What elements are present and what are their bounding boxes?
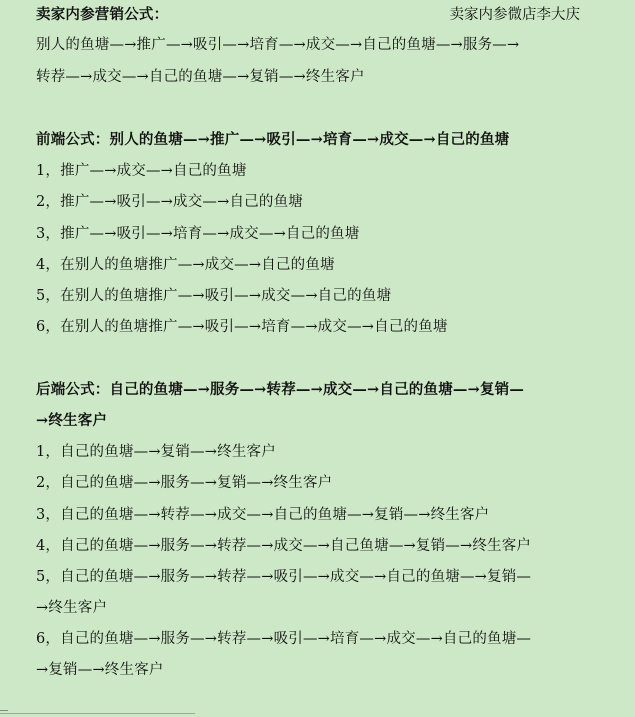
back-formula-item: 5，自己的鱼塘—→服务—→转荐—→吸引—→成交—→自己的鱼塘—→复销— [36, 569, 532, 585]
back-formula-item: 1，自己的鱼塘—→复销—→终生客户 [36, 444, 276, 460]
front-formula-item: 1，推广—→成交—→自己的鱼塘 [36, 163, 247, 179]
back-formula-item-continued: →复销—→终生客户 [36, 662, 164, 678]
front-formula-item: 3，推广—→吸引—→培育—→成交—→自己的鱼塘 [36, 226, 360, 242]
back-formula-title: 后端公式：自己的鱼塘—→服务—→转荐—→成交—→自己的鱼塘—→复销— [36, 381, 525, 398]
intro-line: 别人的鱼塘—→推广—→吸引—→培育—→成交—→自己的鱼塘—→服务—→ [36, 37, 520, 53]
back-formula-item: 3，自己的鱼塘—→转荐—→成交—→自己的鱼塘—→复销—→终生客户 [36, 507, 490, 523]
back-formula-item-continued: →终生客户 [36, 600, 108, 616]
page-divider [0, 713, 195, 714]
heading: 卖家内参营销公式： [36, 6, 169, 23]
back-formula-title-continued: →终生客户 [36, 412, 108, 429]
intro-line: 转荐—→成交—→自己的鱼塘—→复销—→终生客户 [36, 69, 365, 85]
front-formula-item: 6，在别人的鱼塘推广—→吸引—→培育—→成交—→自己的鱼塘 [36, 319, 448, 335]
front-formula-title: 前端公式：别人的鱼塘—→推广—→吸引—→培育—→成交—→自己的鱼塘 [36, 131, 510, 148]
back-formula-item: 2，自己的鱼塘—→服务—→复销—→终生客户 [36, 475, 333, 491]
front-formula-item: 5，在别人的鱼塘推广—→吸引—→成交—→自己的鱼塘 [36, 288, 392, 304]
author-credit: 卖家内参微店李大庆 [449, 7, 580, 23]
front-formula-item: 4，在别人的鱼塘推广—→成交—→自己的鱼塘 [36, 257, 335, 273]
back-formula-item: 6，自己的鱼塘—→服务—→转荐—→吸引—→培育—→成交—→自己的鱼塘— [36, 631, 532, 647]
back-formula-item: 4，自己的鱼塘—→服务—→转荐—→成交—→自己鱼塘—→复销—→终生客户 [36, 538, 532, 554]
front-formula-item: 2，推广—→吸引—→成交—→自己的鱼塘 [36, 194, 303, 210]
